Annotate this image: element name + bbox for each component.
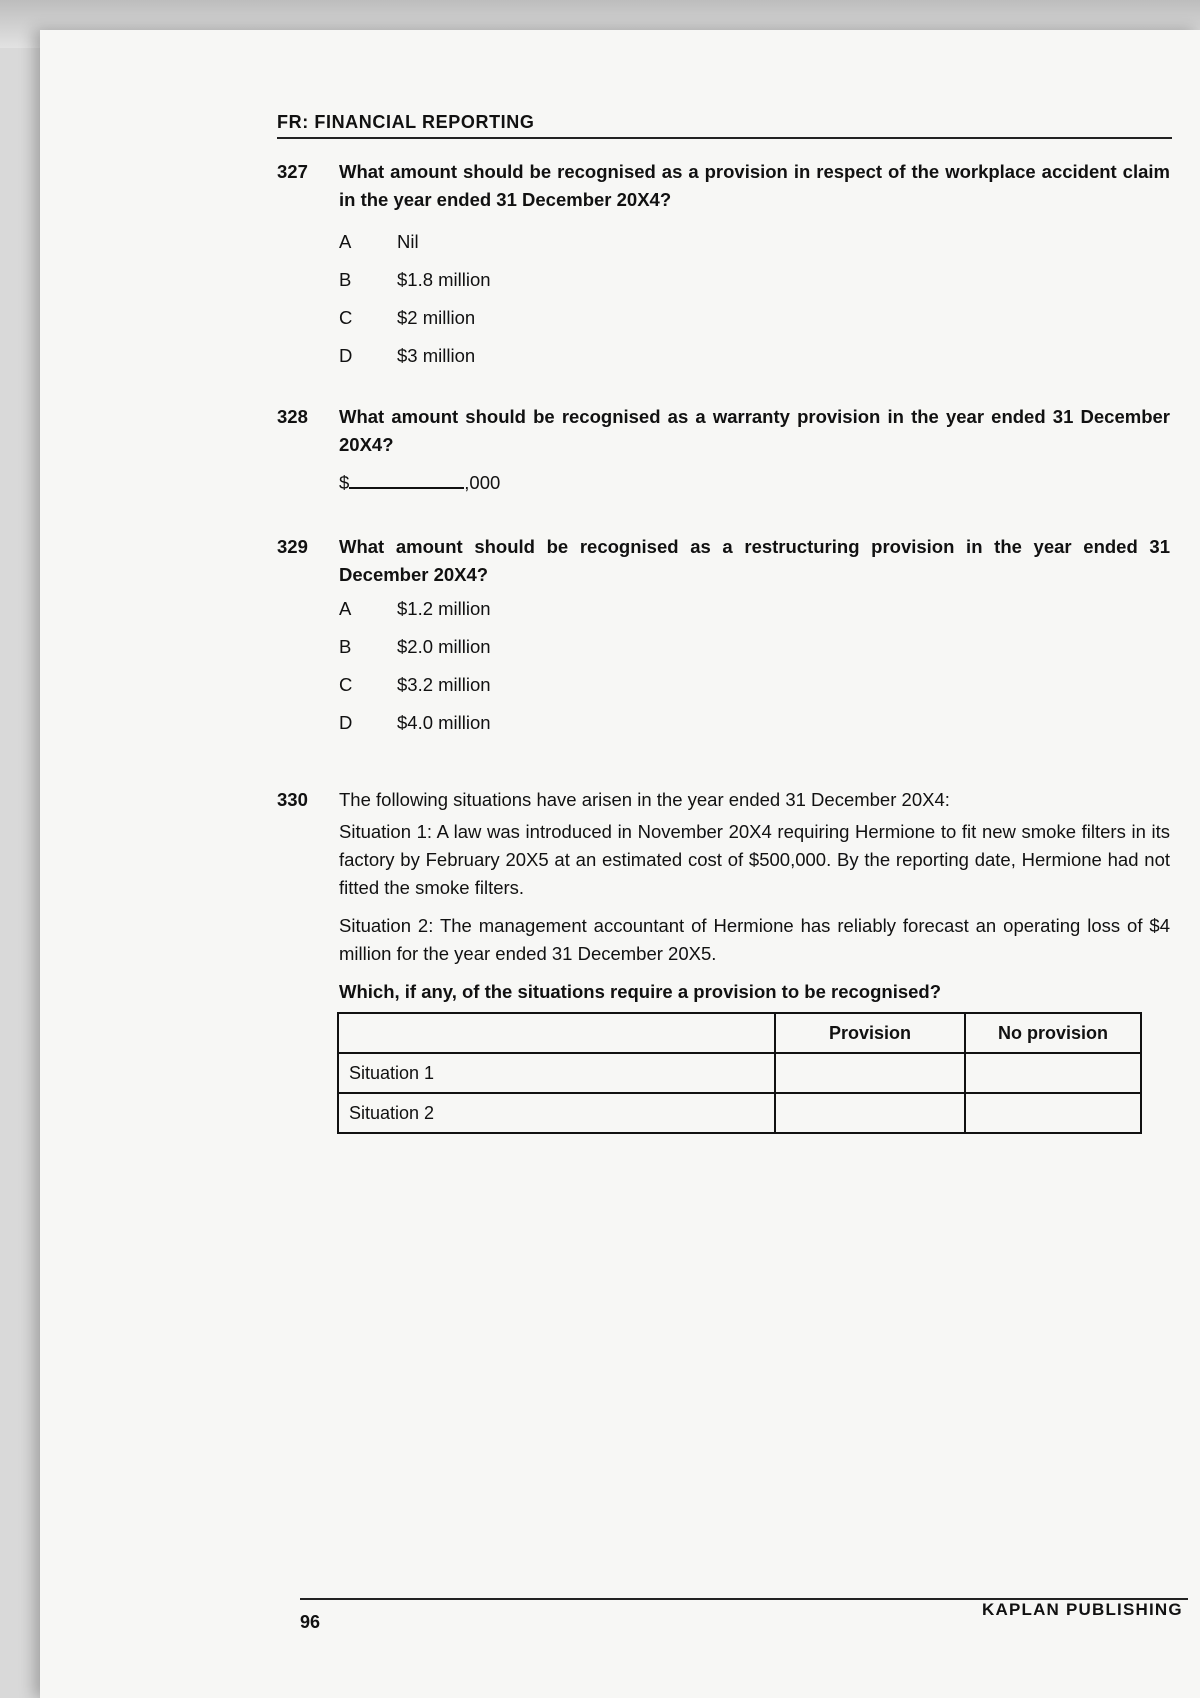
option-letter: A: [339, 598, 352, 619]
option-a[interactable]: [339, 222, 1170, 260]
row-label: Situation 2: [338, 1093, 775, 1133]
table-row: [338, 1093, 1141, 1133]
option-c[interactable]: [339, 665, 1170, 703]
option-letter: D: [339, 712, 353, 733]
table-header-provision: Provision: [775, 1013, 965, 1053]
answer-suffix: ,000: [464, 472, 501, 493]
option-b[interactable]: [339, 260, 1170, 298]
question-number: 330: [277, 789, 308, 810]
option-d[interactable]: [339, 336, 1170, 374]
answer-prefix: $: [339, 472, 350, 493]
option-b[interactable]: [339, 627, 1170, 665]
situation-1-text: Situation 1: A law was introduced in November 20X4 requiring Hermione to fit new smoke filters in its factory by February 20X5 at an estimated cost of $500,000. By the reporting date, Hermione had not fitted the smoke filters.: [339, 821, 1170, 898]
option-letter: C: [339, 674, 353, 695]
publisher-name: KAPLAN PUBLISHING: [982, 1600, 1183, 1619]
option-text: $2.0 million: [397, 636, 491, 657]
table-header-no-provision: No provision: [965, 1013, 1141, 1053]
option-text: $3 million: [397, 345, 476, 366]
option-letter: C: [339, 307, 353, 328]
table-header-blank: [338, 1013, 775, 1053]
table-header-row: [338, 1013, 1141, 1053]
option-letter: B: [339, 269, 352, 290]
provision-cell[interactable]: [775, 1053, 965, 1093]
running-header: FR: FINANCIAL REPORTING: [277, 112, 535, 132]
option-letter: A: [339, 231, 352, 252]
option-text: $1.8 million: [397, 269, 491, 290]
question-stem: What amount should be recognised as a provision in respect of the workplace accident claim in the year ended 31 December 20X4?: [339, 161, 1170, 210]
question-330: [277, 786, 1170, 1134]
option-d[interactable]: [339, 703, 1170, 741]
question-stem: What amount should be recognised as a warranty provision in the year ended 31 December 20X4?: [339, 406, 1170, 455]
option-a[interactable]: [339, 589, 1170, 627]
question-intro: The following situations have arisen in the year ended 31 December 20X4:: [339, 789, 950, 810]
option-c[interactable]: [339, 298, 1170, 336]
page-number: 96: [300, 1612, 321, 1632]
answer-table: [337, 1012, 1142, 1134]
question-328: [277, 403, 1170, 497]
row-label: Situation 1: [338, 1053, 775, 1093]
option-text: Nil: [397, 231, 419, 252]
provision-cell[interactable]: [775, 1093, 965, 1133]
question-327: [277, 158, 1170, 374]
no-provision-cell[interactable]: [965, 1053, 1141, 1093]
table-row: [338, 1053, 1141, 1093]
situation-2-text: Situation 2: The management accountant of Hermione has reliably forecast an operating loss of $4 million for the year ended 31 December 20X5.: [339, 915, 1170, 964]
option-text: $4.0 million: [397, 712, 491, 733]
option-letter: D: [339, 345, 353, 366]
option-text: $2 million: [397, 307, 476, 328]
header-rule: [277, 137, 1172, 139]
answer-blank[interactable]: [349, 469, 464, 489]
option-letter: B: [339, 636, 352, 657]
question-number: 328: [277, 406, 308, 427]
question-329: [277, 533, 1170, 741]
question-number: 329: [277, 536, 308, 557]
answer-field[interactable]: [339, 469, 1170, 497]
question-number: 327: [277, 161, 308, 182]
question-prompt: Which, if any, of the situations require a provision to be recognised?: [339, 981, 942, 1002]
no-provision-cell[interactable]: [965, 1093, 1141, 1133]
option-text: $1.2 million: [397, 598, 491, 619]
option-text: $3.2 million: [397, 674, 491, 695]
question-stem: What amount should be recognised as a restructuring provision in the year ended 31 December 20X4?: [339, 536, 1170, 585]
